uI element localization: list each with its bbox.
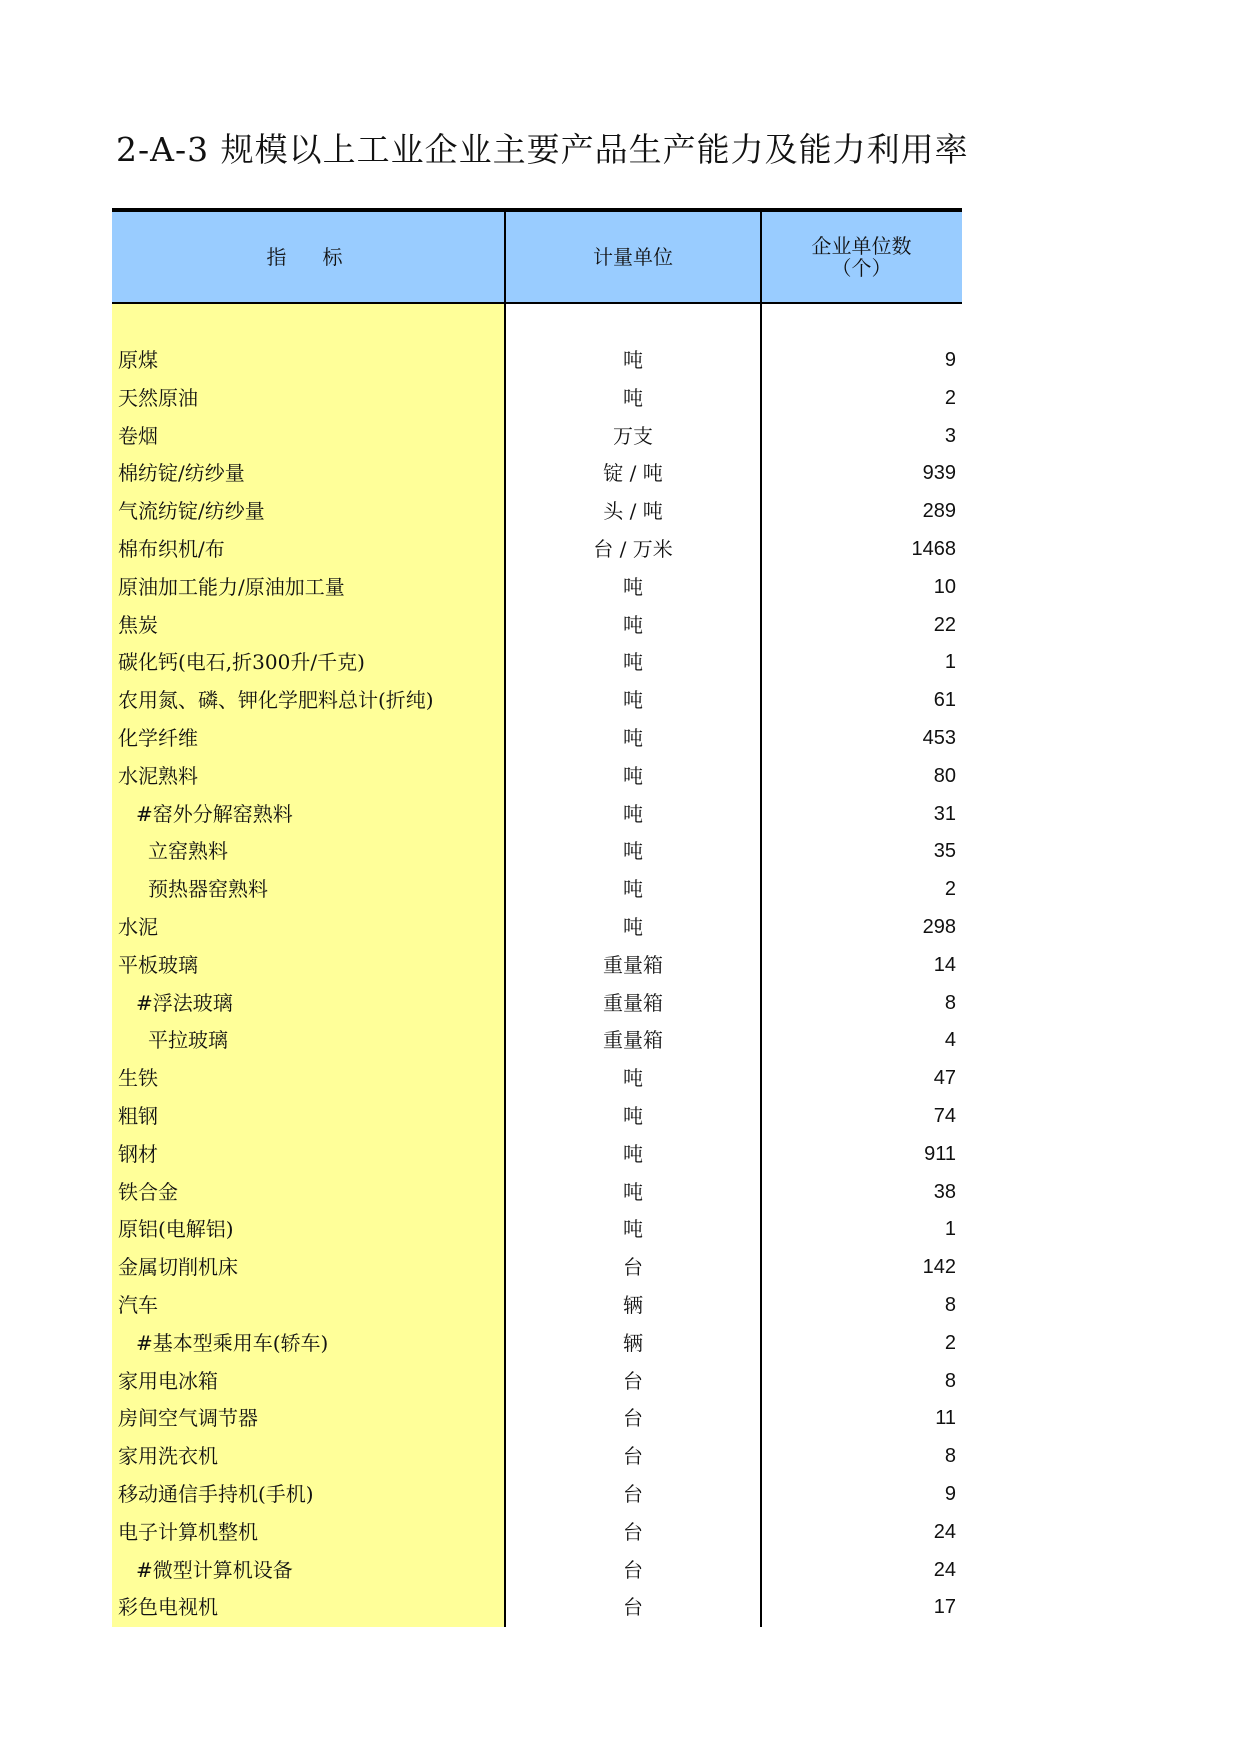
row-indicator: #浮法玻璃 (136, 990, 233, 1015)
row-unit: 台 (623, 1255, 643, 1280)
row-enterprise-count: 142 (922, 1256, 956, 1279)
table-row (112, 1400, 962, 1438)
row-enterprise-count: 47 (933, 1067, 956, 1090)
row-unit: 台 (623, 1557, 643, 1582)
row-indicator: 原铝(电解铝) (118, 1217, 234, 1242)
table-row (112, 1211, 962, 1249)
header-count-line2: （个） (831, 256, 892, 280)
row-unit: 吨 (623, 1066, 643, 1091)
row-unit: 台 / 万米 (593, 536, 673, 561)
table-row (112, 531, 962, 569)
row-unit: 吨 (623, 688, 643, 713)
row-unit: 台 (623, 1406, 643, 1431)
row-indicator: 彩色电视机 (118, 1595, 218, 1620)
column-divider-1 (504, 212, 506, 1627)
row-indicator: 电子计算机整机 (118, 1519, 258, 1544)
table-row (112, 1476, 962, 1514)
table-row (112, 985, 962, 1023)
table-row (112, 455, 962, 493)
row-unit: 吨 (623, 385, 643, 410)
table-row (112, 682, 962, 720)
column-divider-2 (760, 212, 762, 1627)
table-row (112, 1363, 962, 1401)
row-unit: 吨 (623, 763, 643, 788)
row-unit: 台 (623, 1595, 643, 1620)
row-unit: 锭 / 吨 (603, 461, 663, 486)
row-enterprise-count: 38 (933, 1180, 956, 1203)
row-enterprise-count: 289 (922, 500, 956, 523)
row-enterprise-count: 22 (933, 613, 956, 636)
table-row (112, 1287, 962, 1325)
table-header (112, 212, 962, 304)
row-indicator: 卷烟 (118, 423, 158, 448)
row-indicator: 原煤 (118, 348, 158, 372)
row-indicator: 家用电冰箱 (118, 1368, 218, 1393)
row-indicator: 铁合金 (118, 1179, 178, 1204)
header-unit: 计量单位 (593, 245, 673, 269)
row-indicator: 气流纺锭/纺纱量 (118, 499, 265, 524)
row-unit: 吨 (623, 1179, 643, 1204)
row-unit: 吨 (623, 839, 643, 864)
table-row (112, 871, 962, 909)
table-row (112, 720, 962, 758)
row-unit: 万支 (613, 423, 653, 448)
row-unit: 辆 (623, 1330, 643, 1355)
table-row (112, 342, 962, 380)
table-row (112, 493, 962, 531)
row-enterprise-count: 24 (933, 1520, 956, 1543)
row-unit: 头 / 吨 (603, 499, 663, 524)
table-row (112, 796, 962, 834)
row-enterprise-count: 453 (922, 726, 956, 749)
row-indicator: 原油加工能力/原油加工量 (118, 574, 345, 599)
table-body (112, 304, 962, 1627)
row-indicator: 天然原油 (118, 385, 198, 410)
row-enterprise-count: 298 (922, 915, 956, 938)
row-indicator: 粗钢 (118, 1103, 158, 1128)
row-enterprise-count: 2 (944, 878, 956, 901)
row-enterprise-count: 2 (944, 386, 956, 409)
row-unit: 吨 (623, 574, 643, 599)
row-enterprise-count: 3 (944, 424, 956, 447)
row-indicator: #窑外分解窑熟料 (136, 801, 293, 826)
row-enterprise-count: 80 (933, 764, 956, 787)
table-row (112, 947, 962, 985)
row-indicator: 棉布织机/布 (118, 536, 225, 561)
row-enterprise-count: 911 (924, 1142, 956, 1165)
row-enterprise-count: 14 (933, 953, 956, 976)
table-row (112, 1060, 962, 1098)
table-row (112, 607, 962, 645)
row-enterprise-count: 17 (933, 1596, 956, 1619)
header-count-line1: 企业单位数 (811, 234, 912, 258)
table-row (112, 1514, 962, 1552)
row-unit: 吨 (623, 1217, 643, 1242)
row-indicator: 水泥 (118, 914, 158, 939)
row-unit: 吨 (623, 877, 643, 902)
row-unit: 辆 (623, 1292, 643, 1317)
row-unit: 重量箱 (603, 1028, 663, 1053)
row-indicator: 预热器窑熟料 (148, 877, 268, 902)
row-unit: 台 (623, 1481, 643, 1506)
row-unit: 吨 (623, 348, 643, 372)
row-unit: 吨 (623, 725, 643, 750)
table-row (112, 1589, 962, 1627)
row-enterprise-count: 61 (933, 689, 956, 712)
row-enterprise-count: 10 (933, 575, 956, 598)
row-indicator: 金属切削机床 (118, 1255, 238, 1280)
row-unit: 吨 (623, 1141, 643, 1166)
row-enterprise-count: 2 (944, 1331, 956, 1354)
row-unit: 台 (623, 1444, 643, 1469)
row-indicator: 立窑熟料 (148, 839, 228, 864)
table-row (112, 1098, 962, 1136)
row-unit: 重量箱 (603, 990, 663, 1015)
row-indicator: 汽车 (118, 1292, 158, 1317)
page-title: 2-A-3 规模以上工业企业主要产品生产能力及能力利用率 (116, 130, 969, 169)
row-enterprise-count: 8 (944, 991, 956, 1014)
row-indicator: 平拉玻璃 (148, 1028, 228, 1053)
row-unit: 吨 (623, 650, 643, 675)
row-enterprise-count: 24 (933, 1558, 956, 1581)
row-unit: 吨 (623, 801, 643, 826)
header-indicator: 指 标 (266, 245, 351, 269)
row-enterprise-count: 9 (944, 1482, 956, 1505)
row-enterprise-count: 939 (922, 462, 956, 485)
table-row (112, 1136, 962, 1174)
header-count (761, 212, 962, 302)
row-indicator: 化学纤维 (118, 725, 198, 750)
table-row (112, 758, 962, 796)
table-row (112, 418, 962, 456)
row-enterprise-count: 74 (933, 1104, 956, 1127)
row-indicator: 碳化钙(电石,折300升/千克) (118, 650, 365, 675)
row-enterprise-count: 1468 (911, 537, 956, 560)
row-indicator: 钢材 (118, 1141, 158, 1166)
row-enterprise-count: 9 (944, 349, 956, 371)
row-unit: 吨 (623, 914, 643, 939)
row-enterprise-count: 1 (944, 651, 956, 674)
row-enterprise-count: 8 (944, 1445, 956, 1468)
table-row (112, 1552, 962, 1590)
table-row (112, 833, 962, 871)
row-unit: 重量箱 (603, 952, 663, 977)
row-indicator: #基本型乘用车(轿车) (136, 1330, 329, 1355)
table-row (112, 1325, 962, 1363)
table-row (112, 1022, 962, 1060)
row-enterprise-count: 35 (933, 840, 956, 863)
table-row (112, 1438, 962, 1476)
row-enterprise-count: 31 (933, 802, 956, 825)
table-row (112, 1174, 962, 1212)
row-enterprise-count: 8 (944, 1293, 956, 1316)
row-indicator: 家用洗衣机 (118, 1444, 218, 1469)
table-row (112, 1249, 962, 1287)
row-unit: 台 (623, 1368, 643, 1393)
table-row (112, 569, 962, 607)
row-indicator: 房间空气调节器 (118, 1406, 258, 1431)
row-indicator: 生铁 (118, 1066, 158, 1091)
row-enterprise-count: 8 (944, 1369, 956, 1392)
row-indicator: 农用氮、磷、钾化学肥料总计(折纯) (118, 688, 434, 713)
row-indicator: 平板玻璃 (118, 952, 198, 977)
table-rows (112, 342, 962, 1627)
table-row (112, 644, 962, 682)
row-unit: 吨 (623, 1103, 643, 1128)
row-unit: 吨 (623, 612, 643, 637)
table-row (112, 909, 962, 947)
row-enterprise-count: 1 (944, 1218, 956, 1241)
row-enterprise-count: 4 (944, 1029, 956, 1052)
row-enterprise-count: 11 (935, 1407, 956, 1430)
row-unit: 台 (623, 1519, 643, 1544)
row-indicator: 棉纺锭/纺纱量 (118, 461, 245, 486)
row-indicator: 移动通信手持机(手机) (118, 1481, 314, 1506)
row-indicator: #微型计算机设备 (136, 1557, 293, 1582)
row-indicator: 焦炭 (118, 612, 158, 637)
row-indicator: 水泥熟料 (118, 763, 198, 788)
table-row (112, 380, 962, 418)
